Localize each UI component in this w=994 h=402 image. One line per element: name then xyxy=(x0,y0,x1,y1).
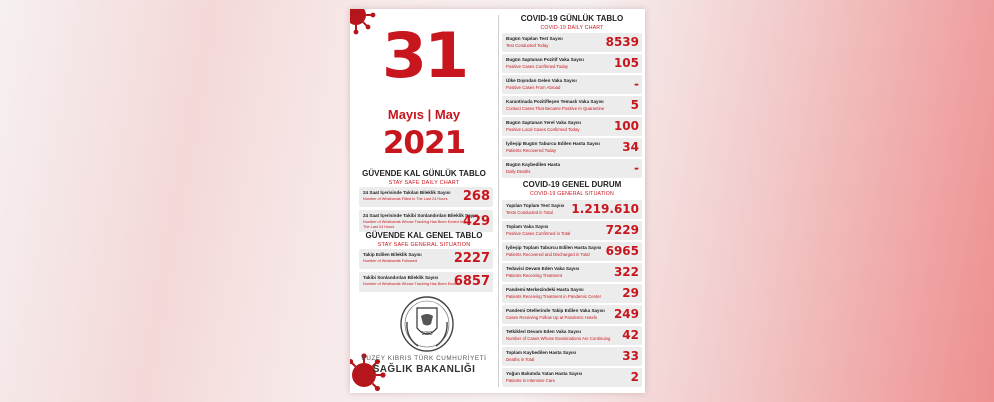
stat-row xyxy=(502,138,642,157)
state-emblem-icon xyxy=(398,294,456,354)
stat-row xyxy=(502,305,642,324)
stat-row xyxy=(359,272,493,292)
stat-label-tr: Takip Edilen Bileklik Sayısı xyxy=(363,252,422,257)
stat-row xyxy=(502,54,642,73)
stat-label-en: Patients Receiving Treatment xyxy=(506,273,563,278)
stat-label-tr: Karantinada Pozitifleşen Temaslı Vaka Sayısı xyxy=(506,99,604,104)
stat-row xyxy=(502,200,642,219)
stat-label-tr: Tedavisi Devam Eden Vaka Sayısı xyxy=(506,266,580,271)
stat-value: 34 xyxy=(622,140,639,154)
stat-value: 29 xyxy=(622,286,639,300)
stat-label-en: Number of Wristbands Whose Tracking Has Been Ended In The Last 24 Hours xyxy=(363,220,463,229)
stat-label-tr: Pandemi Merkezindeki Hasta Sayısı xyxy=(506,287,584,292)
stat-label-en: Patients Recovered and Discharged in Total xyxy=(506,252,590,257)
stat-value: 249 xyxy=(613,307,639,321)
stat-value: 105 xyxy=(613,56,639,70)
stat-value: - xyxy=(634,161,639,175)
left-column xyxy=(354,9,494,393)
stat-row xyxy=(359,249,493,269)
stay-safe-daily-title: GÜVENDE KAL GÜNLÜK TABLO xyxy=(362,169,486,178)
covid-daily-subtitle: COVID-19 DAILY CHART xyxy=(540,25,604,31)
stat-value: 322 xyxy=(613,265,639,279)
stat-value: 6965 xyxy=(605,244,639,258)
stat-value: - xyxy=(634,77,639,91)
stat-label-tr: Pandemi Otellerinde Takip Edilen Vaka Sayısı xyxy=(506,308,605,313)
covid-general-title: COVID-19 GENEL DURUM xyxy=(522,180,622,189)
stat-value: 268 xyxy=(462,189,490,204)
emblem-year: 1983 xyxy=(421,331,433,337)
stat-row xyxy=(502,96,642,115)
stat-label-tr: Bugün Saptanan Pozitif Vaka Sayısı xyxy=(506,57,584,62)
stat-row xyxy=(502,159,642,178)
stat-row xyxy=(359,210,493,232)
stat-value: 429 xyxy=(462,214,490,229)
stat-value: 7229 xyxy=(605,223,639,237)
covid-general-subtitle: COVID-19 GENERAL SITUATION xyxy=(530,191,614,197)
stay-safe-general-title: GÜVENDE KAL GENEL TABLO xyxy=(365,231,483,240)
stat-label-tr: Takibi Sonlandırılan Bileklik Sayısı xyxy=(363,275,439,280)
stat-label-en: Daily Deaths xyxy=(506,169,531,174)
stat-label-tr: Toplam Kaybedilen Hasta Sayısı xyxy=(506,350,577,355)
stat-value: 100 xyxy=(613,119,639,133)
stat-row xyxy=(502,263,642,282)
stat-label-en: Positive Cases From Abroad xyxy=(506,85,561,90)
stat-label-tr: 24 Saat İçerisinde Takılan Bileklik Sayısı xyxy=(363,190,451,195)
stat-label-en: Number of Wristbands Whose Tracking Has Been Ended xyxy=(363,282,459,286)
stat-value: 42 xyxy=(622,328,639,342)
stat-row xyxy=(502,284,642,303)
stat-label-tr: Ülke Dışından Gelen Vaka Sayısı xyxy=(506,78,577,83)
stat-row xyxy=(502,242,642,261)
stat-label-en: Patients Recovered Today xyxy=(506,148,557,153)
stat-row xyxy=(502,75,642,94)
report-day: 31 xyxy=(381,19,467,92)
column-divider xyxy=(498,15,499,387)
stat-label-en: Patients in Intensive Care xyxy=(506,378,555,383)
stat-row xyxy=(502,368,642,387)
covid-daily-title: COVID-19 GÜNLÜK TABLO xyxy=(520,14,624,23)
stat-label-en: Positive Cases Confirmed in Total xyxy=(506,231,571,236)
stat-label-en: Tests Conducted in Total xyxy=(506,210,553,215)
stat-label-tr: 24 Saat İçerisinde Takibi Sonlandırılan Bileklik Sayısı xyxy=(363,213,479,218)
stat-label-en: Number of Cases Whose Examinations Are Continuing xyxy=(506,336,611,341)
stat-label-en: Contact Cases That Became Positive In Quarantine xyxy=(506,106,605,111)
stat-value: 2227 xyxy=(453,251,490,266)
covid-report-sheet xyxy=(350,9,645,393)
ministry-name: SAĞLIK BAKANLIĞI xyxy=(372,364,476,375)
stat-value: 6857 xyxy=(453,274,490,289)
stat-label-en: Number of Wristbands Followed xyxy=(363,259,417,263)
stat-label-en: Patients Receiving Treatment in Pandemic Center xyxy=(506,294,602,299)
stat-value: 8539 xyxy=(605,35,639,49)
stat-label-tr: Bugün Yapılan Test Sayısı xyxy=(506,36,563,41)
stat-label-tr: Bugün Saptanan Yerel Vaka Sayısı xyxy=(506,120,581,125)
right-column xyxy=(502,9,642,393)
stat-row xyxy=(502,33,642,52)
stat-row xyxy=(502,117,642,136)
stat-row xyxy=(502,221,642,240)
stat-row xyxy=(359,187,493,207)
stat-label-tr: Tetkikleri Devam Eden Vaka Sayısı xyxy=(506,329,581,334)
stat-label-tr: İyileşip Toplam Taburcu Edilen Hasta Sayısı xyxy=(506,245,602,250)
stat-value: 2 xyxy=(630,370,639,384)
stat-value: 5 xyxy=(630,98,639,112)
stat-value: 33 xyxy=(622,349,639,363)
stat-label-en: Test Conducted Today xyxy=(506,43,549,48)
stat-label-tr: Bugün Kaybedilen Hasta xyxy=(506,162,561,167)
report-year: 2021 xyxy=(382,125,466,161)
stat-label-tr: Yapılan Toplam Test Sayısı xyxy=(506,203,565,208)
report-month: Mayıs | May xyxy=(387,107,461,122)
stay-safe-daily-subtitle: STAY SAFE DAILY CHART xyxy=(388,180,460,186)
stat-label-en: Deaths in Total xyxy=(506,357,535,362)
stat-label-tr: Yoğun Bakımda Yatan Hasta Sayısı xyxy=(506,371,583,376)
stat-row xyxy=(502,326,642,345)
stat-label-en: Number of Wristbands Fitted in The Last 24 Hours xyxy=(363,197,448,201)
stat-value: 1.219.610 xyxy=(571,202,639,216)
stat-label-en: Positive Cases Confirmed Today xyxy=(506,64,569,69)
stat-label-tr: Toplam Vaka Sayısı xyxy=(506,224,549,229)
stat-label-en: Positive Local Cases Confirmed Today xyxy=(506,127,580,132)
stat-label-en: Cases Receiving Follow Up at Pandemic Hotels xyxy=(506,315,597,320)
stay-safe-general-subtitle: STAY SAFE GENERAL SITUATION xyxy=(377,242,471,248)
stat-row xyxy=(502,347,642,366)
ministry-country: KUZEY KIBRIS TÜRK CUMHURİYETİ xyxy=(361,355,487,362)
stat-label-tr: İyileşip Bugün Taburcu Edilen Hasta Sayısı xyxy=(506,141,600,146)
